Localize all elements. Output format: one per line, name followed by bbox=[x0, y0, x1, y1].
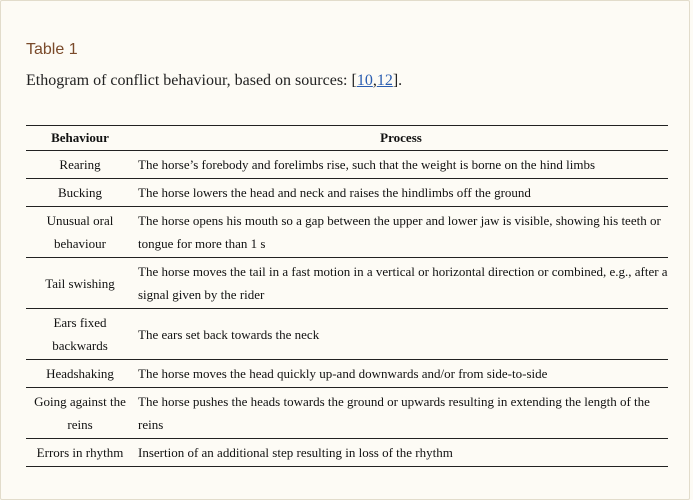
table-row bbox=[26, 207, 668, 258]
process-cell: The horse pushes the heads towards the ground or upwards resulting in extending the length of the reins bbox=[138, 394, 650, 432]
table-row bbox=[26, 179, 668, 207]
table-row bbox=[26, 151, 668, 179]
table-header-row bbox=[26, 126, 668, 151]
caption-text: Ethogram of conflict behaviour, based on sources: [ bbox=[26, 72, 357, 89]
process-cell: The horse’s forebody and forelimbs rise, such that the weight is borne on the hind limbs bbox=[138, 157, 596, 172]
reference-link-10[interactable]: 10 bbox=[356, 72, 373, 89]
behaviour-cell: Going against the reins bbox=[34, 394, 126, 432]
process-cell: The ears set back towards the neck bbox=[138, 326, 320, 342]
header-process: Process bbox=[380, 130, 422, 145]
process-cell: The horse moves the tail in a fast motion in a vertical or horizontal direction or combined, e.g., after a signal given by the rider bbox=[138, 264, 668, 302]
table-row bbox=[26, 439, 668, 467]
ethogram-table bbox=[26, 125, 668, 467]
table-label: Table 1 bbox=[26, 41, 78, 58]
caption-separator: , bbox=[372, 72, 377, 89]
behaviour-cell: Rearing bbox=[59, 157, 101, 172]
table-row bbox=[26, 258, 668, 309]
process-cell: The horse moves the head quickly up-and downwards and/or from side-to-side bbox=[138, 366, 548, 381]
process-cell: Insertion of an additional step resulting in loss of the rhythm bbox=[138, 445, 453, 460]
behaviour-cell: Bucking bbox=[57, 185, 103, 200]
table-row bbox=[26, 360, 668, 388]
behaviour-cell: Headshaking bbox=[46, 366, 114, 381]
process-cell: The horse opens his mouth so a gap between the upper and lower jaw is visible, showing his teeth or tongue for more than 1 s bbox=[138, 213, 661, 251]
header-behaviour: Behaviour bbox=[51, 130, 109, 145]
behaviour-cell: Errors in rhythm bbox=[36, 445, 124, 460]
caption-suffix: ]. bbox=[392, 72, 403, 89]
table-row bbox=[26, 388, 668, 439]
table-row bbox=[26, 309, 668, 360]
process-cell: The horse lowers the head and neck and raises the hindlimbs off the ground bbox=[138, 185, 531, 200]
behaviour-cell: Tail swishing bbox=[45, 275, 115, 291]
table-caption bbox=[26, 72, 402, 90]
behaviour-cell: Ears fixed backwards bbox=[52, 315, 108, 353]
reference-link-12[interactable]: 12 bbox=[376, 72, 393, 89]
behaviour-cell: Unusual oral behaviour bbox=[46, 213, 114, 251]
